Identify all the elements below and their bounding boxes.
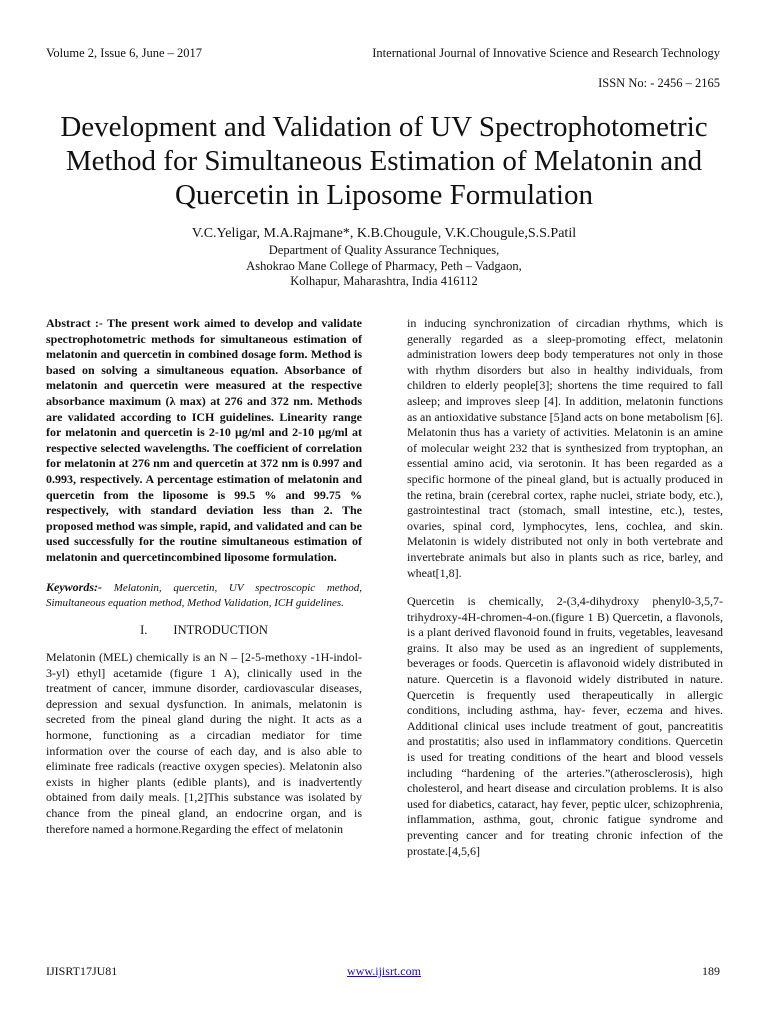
affiliation-line: Kolhapur, Maharashtra, India 416112	[290, 274, 478, 288]
quercetin-paragraph: Quercetin is chemically, 2-(3,4-dihydroxy phenyl0-3,5,7-trihydroxy-4H-chromen-4-on.(figure 1 B) Quercetin, a flavonols, is a plant derived flavonoid found in fruits, vegetables, leavesand grains. It also may be used as an ingredient of supplements, beverages or foods. Quercetin is aflavonoid widely distributed in nature. Quercetin is a flavonoid widely distributed in nature. Quercetin is frequently used therapeutically in allergic conditions, including asthma, hay- fever, eczema and hives. Additional clinical uses include treatment of gout, pancreatitis and prostatitis; also used in inflammatory conditions. Quercetin is used for treating conditions of the heart and blood vessels including “hardening of the arteries.”(atherosclerosis), high cholesterol, and heart disease and circulation problems. It is also used for diabetics, cataract, hay fever, peptic ulcer, schizophrenia, inflammation, asthma, gout, chronic fatigue syndrome and preventing cancer and for treating chronic infection of the prostate.[4,5,6]	[407, 594, 723, 858]
keywords-label: Keywords:-	[46, 579, 102, 594]
right-column	[407, 316, 723, 859]
journal-volume-issue: Volume 2, Issue 6, June – 2017	[46, 46, 203, 60]
page-number: 189	[702, 964, 720, 978]
author-affiliation	[0, 243, 768, 290]
paper-title: Development and Validation of UV Spectrophotometric Method for Simultaneous Estimation of Melatonin and Quercetin in Liposome Formulation	[60, 111, 708, 211]
intro-paragraph: Melatonin (MEL) chemically is an N – [2-5-methoxy -1H-indol-3-yl) ethyl] acetamide (figure 1 A), clinically used in the treatment of cancer, immune disorder, cardiovascular diseases, depression and sexual dysfunction. In animals, melatonin is secreted from the pineal gland during the night. It acts as a hormone, functioning as a circadian mediator for time information over the course of each day, and is also able to eliminate free radicals (reactive oxygen species). Melatonin also exists in higher plants (edible plants), and is inadvertently obtained from daily meals. [1,2]This substance was isolated by chance from the pineal gland, an endocrine organ, and is therefore named a hormone.Regarding the effect of melatonin	[46, 650, 362, 836]
article-id: IJISRT17JU81	[46, 964, 118, 978]
left-column	[46, 316, 362, 837]
abstract-paragraph: Abstract :- The present work aimed to develop and validate spectrophotometric methods for simultaneous estimation of melatonin and quercetin in combined dosage form. Method is based on solving a simultaneous equation. Absorbance of melatonin and quercetin were measured at the respective absorbance maximum (λ max) at 276 and 372 nm. Methods are validated according to ICH guidelines. Linearity range for melatonin and quercetin is 2-10 µg/ml and 2-10 µg/ml at respective selected wavelengths. The coefficient of correlation for melatonin at 276 nm and quercetin at 372 nm is 0.997 and 0.993, respectively. A percentage estimation of melatonin and quercetin from the liposome is 99.5 % and 99.75 % respectively, with standard deviation less than 2. The proposed method was simple, rapid, and validated and can be used successfully for the routine simultaneous estimation of melatonin and quercetincombined liposome formulation.	[46, 316, 362, 564]
affiliation-line: Ashokrao Mane College of Pharmacy, Peth – Vadgaon,	[246, 258, 522, 273]
keywords-text: Melatonin, quercetin, UV spectroscopic method, Simultaneous equation method, Method Validation, ICH guidelines.	[46, 581, 362, 609]
melatonin-paragraph: in inducing synchronization of circadian rhythms, which is generally regarded as a sleep-promoting effect, melatonin administration lowers deep body temperatures not only in those with rhythm disorders but also in healthy individuals, from children to elderly people[3]; shortens the time required to fall asleep; and improves sleep [4]. In addition, melatonin functions as an antioxidative substance [5]and acts on bone metabolism [6]. Melatonin thus has a variety of activities. Melatonin is an amine of molecular weight 232 that is synthesized from tryptophan, an essential amino acid, via serotonin. It has been regarded as a specific hormone of the pineal gland, but is actually produced in the retina, brain (cerebral cortex, raphe nuclei, striate body, etc.), gastrointestinal tract (stomach, small intestine, etc.), testes, ovaries, spinal cord, lymphocytes, lens, cochlea, and skin. Melatonin is widely distributed not only in both vertebrate and invertebrate animals but also in plants such as rice, barley, and wheat[1,8].	[407, 316, 723, 580]
keywords-paragraph	[46, 580, 362, 611]
paper-authors: V.C.Yeligar, M.A.Rajmane*, K.B.Chougule, V.K.Chougule,S.S.Patil	[191, 226, 577, 241]
footer-website	[0, 964, 768, 979]
section-heading-introduction	[46, 623, 362, 639]
issn-number: ISSN No: - 2456 – 2165	[598, 76, 720, 90]
section-number: I.	[140, 622, 148, 637]
section-title: INTRODUCTION	[173, 622, 268, 637]
affiliation-line: Department of Quality Assurance Techniques,	[268, 243, 500, 257]
website-link[interactable]: www.ijisrt.com	[347, 964, 421, 978]
journal-name: International Journal of Innovative Science and Research Technology	[372, 46, 720, 60]
